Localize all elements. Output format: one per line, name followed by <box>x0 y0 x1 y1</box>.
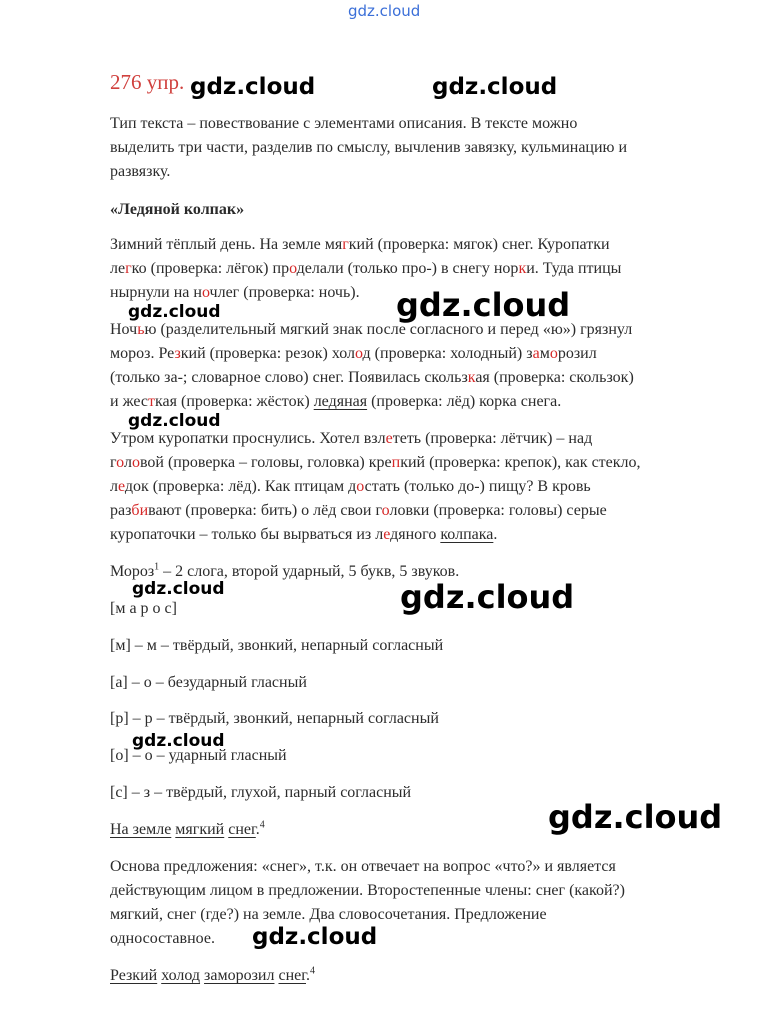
p2-line-4: и жесткая (проверка: жёсток) ледяная (проверка: лёд) корка снега. <box>110 393 562 410</box>
p2-line-2: мороз. Резкий (проверка: резок) холод (проверка: холодный) заморозил <box>110 345 597 362</box>
intro-line-2: выделить три части, разделив по смыслу, вычленив завязку, кульминацию и <box>110 139 628 156</box>
watermark: gdz.cloud <box>128 302 221 322</box>
watermark: gdz.cloud <box>396 286 571 324</box>
p2-line-3: (только за-; словарное слово) снег. Появилась скользкая (проверка: скользок) <box>110 369 634 386</box>
explanation-line-4: односоставное. <box>110 930 215 947</box>
p1-line-1: Зимний тёплый день. На земле мягкий (проверка: мягок) снег. Куропатки <box>110 236 610 253</box>
explanation-line-3: мягкий, снег (где?) на земле. Два словосочетания. Предложение <box>110 906 547 923</box>
exercise-number: 276 упр. <box>110 70 185 94</box>
p3-line-4: разбивают (проверка: бить) о лёд свои головки (проверка: головы) серые <box>110 502 607 519</box>
watermark: gdz.cloud <box>548 798 723 836</box>
watermark: gdz.cloud <box>400 578 575 616</box>
explanation-line-1: Основа предложения: «снег», т.к. он отвечает на вопрос «что?» и является <box>110 858 616 875</box>
p3-line-5: куропаточки – только бы вырваться из ледяного колпака. <box>110 526 498 543</box>
p1-line-2: легко (проверка: лёгок) проделали (только про-) в снегу норки. Туда птицы <box>110 260 622 277</box>
analysis-head: Мороз$^1$ – 2 слога, второй ударный, 5 букв, 5 звуков. <box>110 561 460 580</box>
watermark: gdz.cloud <box>252 924 378 950</box>
p3-line-2: головой (проверка – головы, головка) крепкий (проверка: крепок), как стекло, <box>110 454 641 471</box>
sound-line-3: [р] – р – твёрдый, звонкий, непарный согласный <box>110 710 439 727</box>
watermark: gdz.cloud <box>132 579 225 599</box>
sound-line-1: [м] – м – твёрдый, звонкий, непарный согласный <box>110 637 444 654</box>
p3-line-3: ледок (проверка: лёд). Как птицам достать (только до-) пищу? В кровь <box>110 478 591 495</box>
text-title: «Ледяной колпак» <box>110 201 245 218</box>
sentence-2: Резкий холод заморозил снег.$^4$ <box>110 965 315 984</box>
p1-line-3: нырнули на ночлег (проверка: ночь). <box>110 284 360 301</box>
intro-line-1: Тип текста – повествование с элементами описания. В тексте можно <box>110 115 578 132</box>
watermark: gdz.cloud <box>190 74 316 100</box>
sentence-1: На земле мягкий снег.$^4$ <box>110 819 265 838</box>
sound-line-2: [а] – о – безударный гласный <box>110 674 307 691</box>
sound-line-4: [о] – о – ударный гласный <box>110 747 287 764</box>
transcription: [м а р о с] <box>110 600 177 617</box>
intro-line-3: развязку. <box>110 163 171 180</box>
watermark: gdz.cloud <box>128 411 221 431</box>
sound-line-5: [с] – з – твёрдый, глухой, парный согласный <box>110 784 412 801</box>
watermark-top: gdz.cloud <box>348 2 421 20</box>
watermark: gdz.cloud <box>132 731 225 751</box>
explanation-line-2: действующим лицом в предложении. Второстепенные члены: снег (какой?) <box>110 882 625 899</box>
p3-line-1: Утром куропатки проснулись. Хотел взлететь (проверка: лётчик) – над <box>110 430 593 447</box>
p2-line-1: Ночью (разделительный мягкий знак после согласного и перед «ю») грязнул <box>110 321 633 338</box>
watermark: gdz.cloud <box>432 74 558 100</box>
